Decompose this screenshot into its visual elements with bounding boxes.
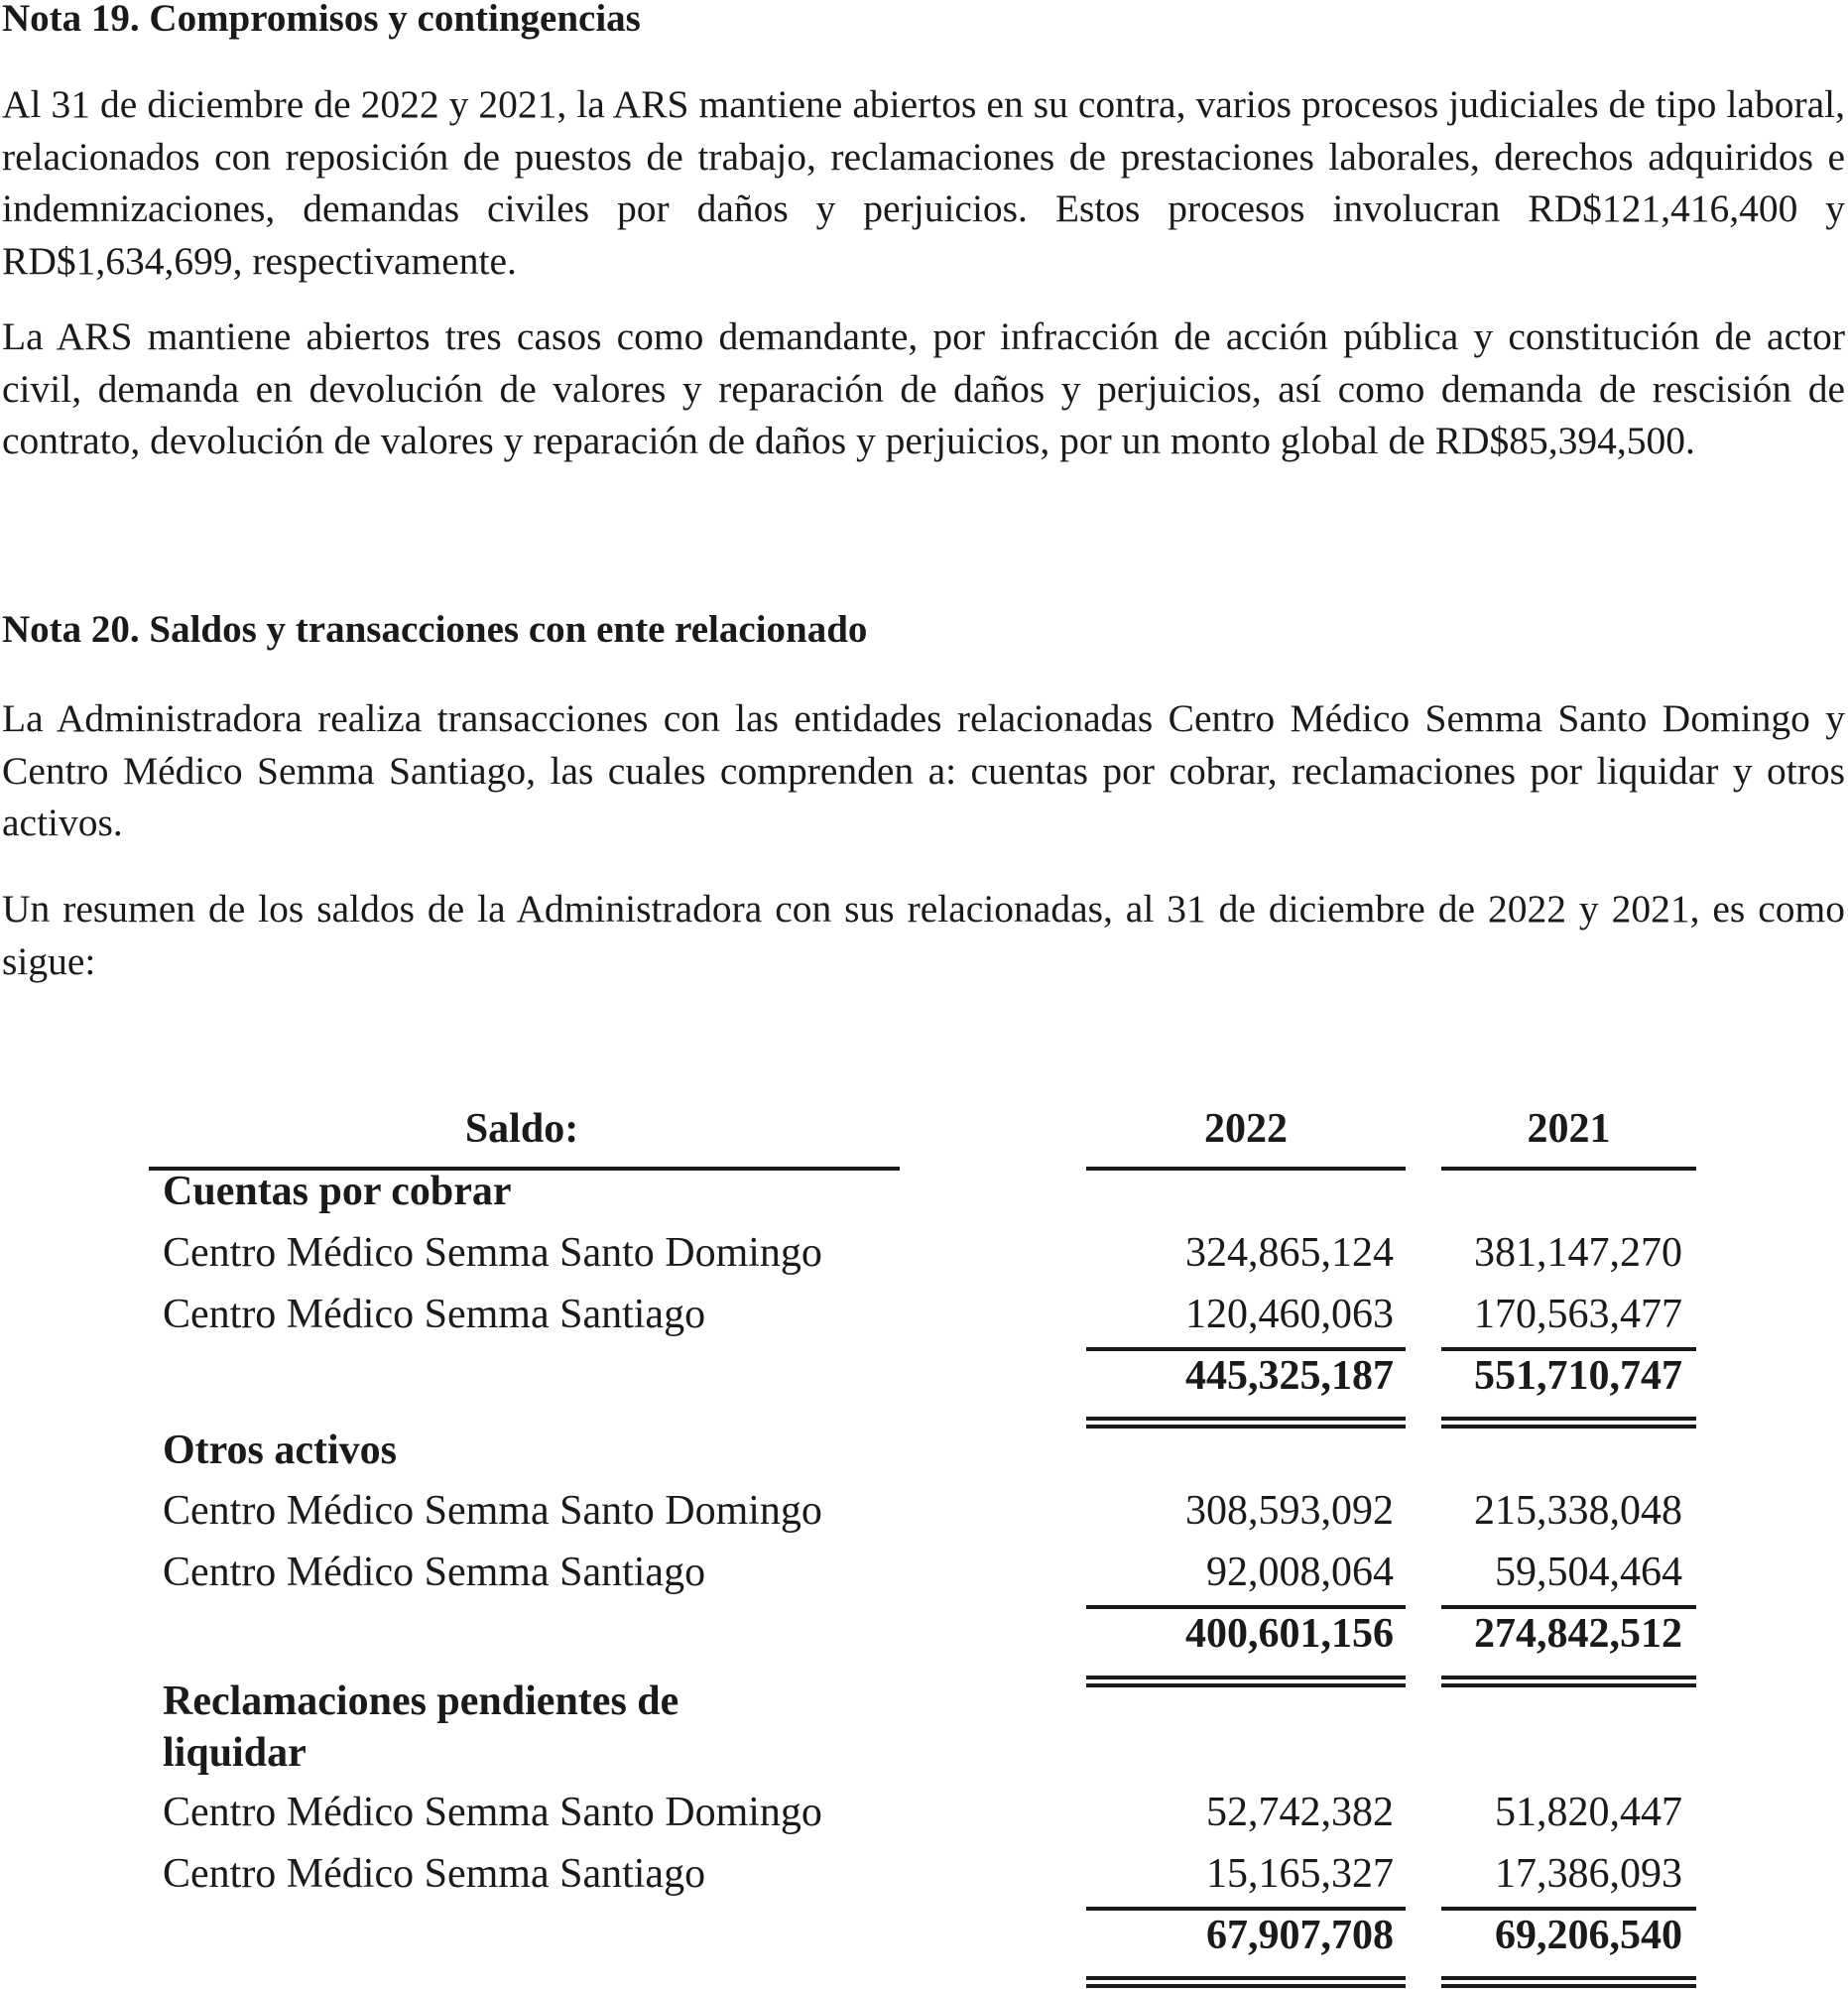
total-double-rule-2021	[1441, 1976, 1696, 1988]
table-row-value-2021: 17,386,093	[1495, 1851, 1682, 1897]
section-title-cuentas-por-cobrar: Cuentas por cobrar	[163, 1169, 512, 1214]
table-row-value-2021: 215,338,048	[1474, 1488, 1682, 1534]
table-row-label: Centro Médico Semma Santo Domingo	[163, 1230, 822, 1276]
table-row-label: Centro Médico Semma Santo Domingo	[163, 1488, 822, 1534]
note-20-paragraph-2: Un resumen de los saldos de la Administradora con sus relacionadas, al 31 de diciembre de 2022 y 2021, es como sigue:	[2, 887, 1845, 983]
section-title-otros-activos: Otros activos	[163, 1428, 398, 1473]
table-row-value-2022: 324,865,124	[1185, 1230, 1394, 1276]
section-total-2022: 67,907,708	[1206, 1913, 1394, 1958]
section-title-reclamaciones-line-1: Reclamaciones pendientes de	[163, 1678, 679, 1724]
note-19-paragraph-2: La ARS mantiene abiertos tres casos como demandante, por infracción de acción pública y constitución de actor civil, demanda en devolución de valores y reparación de daños y perjuicios, así como demanda de rescisión de contrato, devolución de valores y reparación de daños y perjuicios, por un monto global de RD$85,394,500.	[2, 314, 1845, 462]
table-row-label: Centro Médico Semma Santiago	[163, 1550, 706, 1595]
section-title-reclamaciones-line-2: liquidar	[163, 1730, 307, 1776]
note-20-title: Nota 20. Saldos y transacciones con ente relacionado	[2, 608, 868, 651]
section-total-2021: 274,842,512	[1474, 1611, 1682, 1657]
table-row-label: Centro Médico Semma Santiago	[163, 1851, 706, 1897]
note-19-paragraph-1: Al 31 de diciembre de 2022 y 2021, la ARS mantiene abiertos en su contra, varios procesos judiciales de tipo laboral, relacionados con reposición de puestos de trabajo, reclamaciones de prestaciones laborales, derechos adquiridos e indemnizaciones, demandas civiles por daños y perjuicios. Estos procesos involucran RD$121,416,400 y RD$1,634,699, respectivamente.	[2, 82, 1845, 283]
note-20-paragraph-1: La Administradora realiza transacciones con las entidades relacionadas Centro Médico Semma Santo Domingo y Centro Médico Semma Santiago, las cuales comprenden a: cuentas por cobrar, reclamaciones por liquidar y otros activos.	[2, 696, 1845, 844]
total-double-rule-2021	[1441, 1417, 1696, 1429]
section-total-2021: 69,206,540	[1495, 1913, 1682, 1958]
table-row-value-2021: 381,147,270	[1474, 1230, 1682, 1276]
table-row-value-2021: 170,563,477	[1474, 1292, 1682, 1337]
table-row-value-2021: 51,820,447	[1495, 1790, 1682, 1835]
table-row-label: Centro Médico Semma Santiago	[163, 1292, 706, 1337]
header-2021: 2021	[1527, 1106, 1611, 1152]
header-rule-2022	[1086, 1167, 1406, 1171]
section-total-2021: 551,710,747	[1474, 1353, 1682, 1399]
header-saldo: Saldo:	[464, 1106, 579, 1152]
table-row-value-2022: 120,460,063	[1185, 1292, 1394, 1337]
total-double-rule-2022	[1086, 1676, 1406, 1687]
table-row-value-2021: 59,504,464	[1495, 1550, 1682, 1595]
section-total-2022: 445,325,187	[1185, 1353, 1394, 1399]
note-19-title: Nota 19. Compromisos y contingencias	[2, 0, 641, 40]
total-double-rule-2022	[1086, 1417, 1406, 1429]
table-row-value-2022: 52,742,382	[1206, 1790, 1394, 1835]
table-row-value-2022: 308,593,092	[1185, 1488, 1394, 1534]
table-row-value-2022: 92,008,064	[1206, 1550, 1394, 1595]
section-total-2022: 400,601,156	[1185, 1611, 1394, 1657]
table-row-value-2022: 15,165,327	[1206, 1851, 1394, 1897]
balances-table	[0, 1101, 1848, 1989]
header-2022: 2022	[1204, 1106, 1288, 1152]
total-double-rule-2022	[1086, 1976, 1406, 1988]
table-row-label: Centro Médico Semma Santo Domingo	[163, 1790, 822, 1835]
total-double-rule-2021	[1441, 1676, 1696, 1687]
header-rule-2021	[1441, 1167, 1696, 1171]
